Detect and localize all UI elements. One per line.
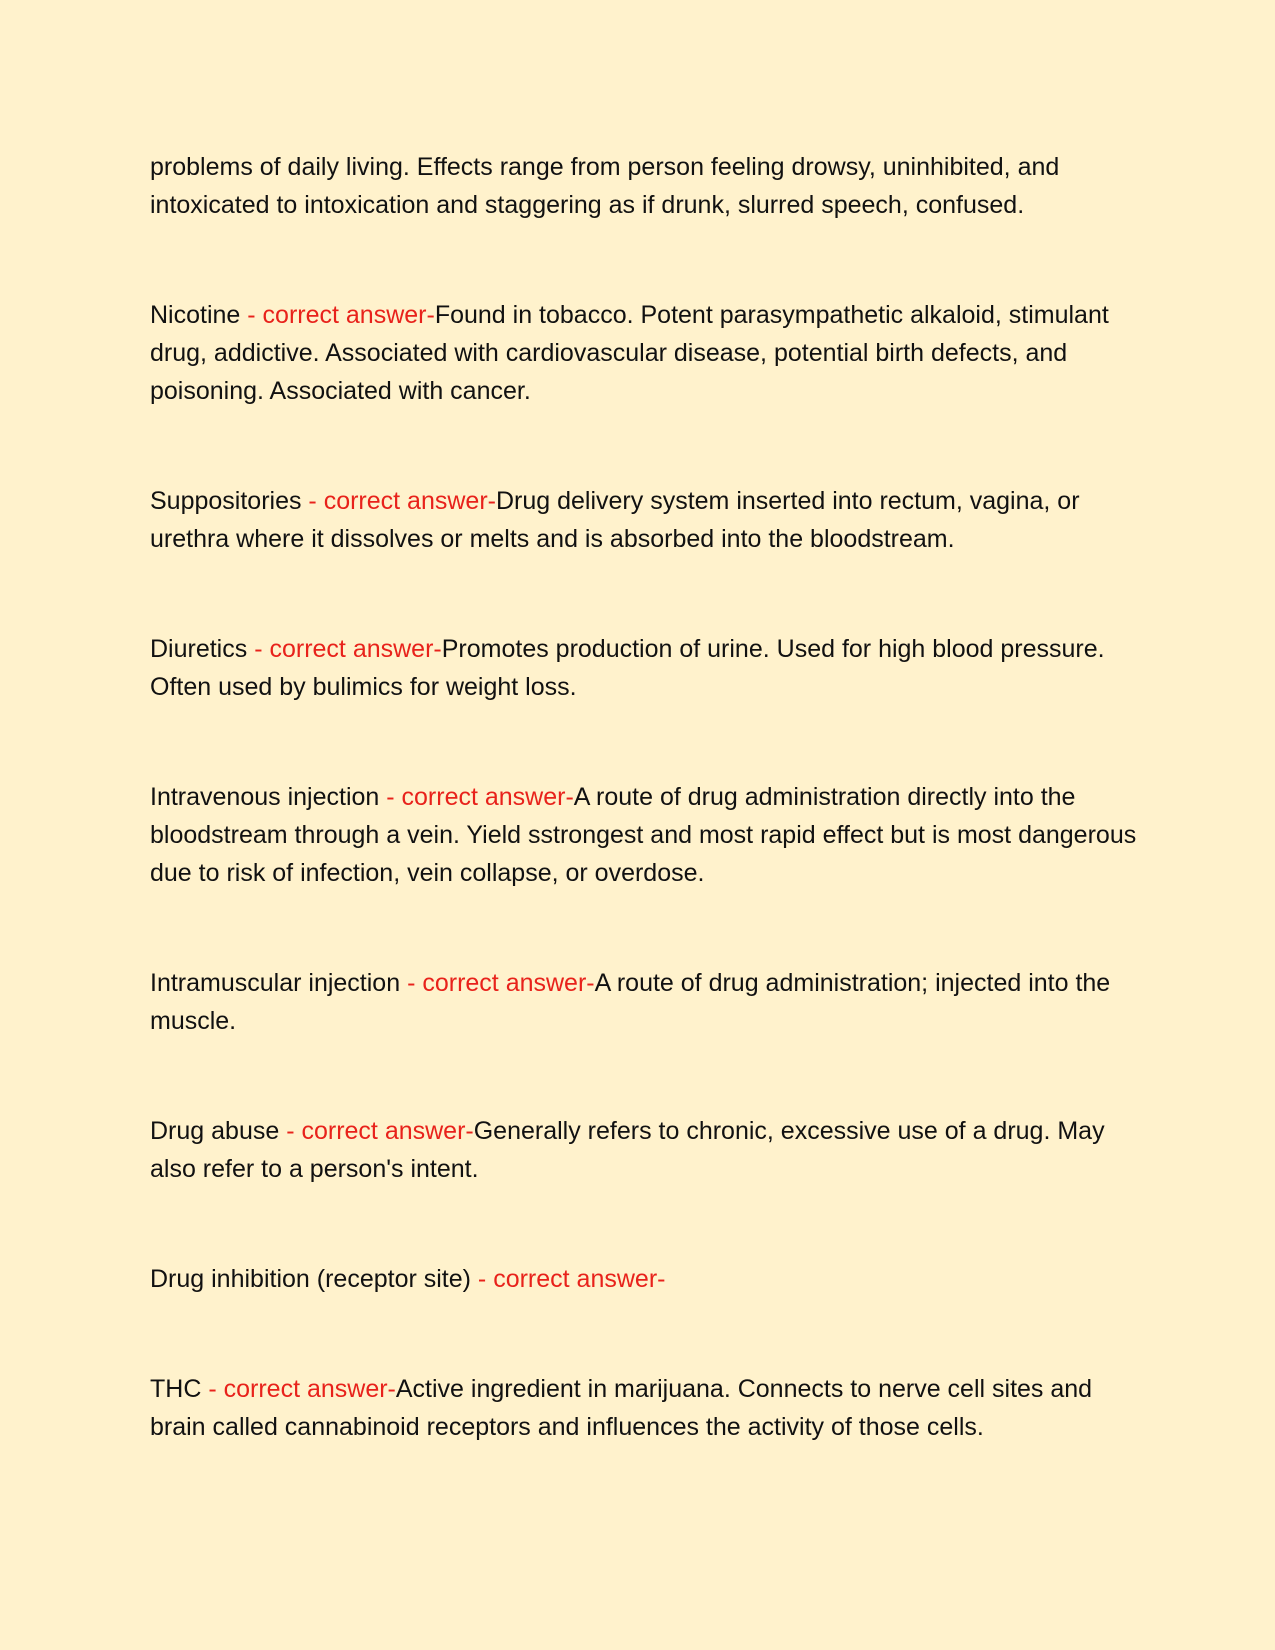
definition-text: A route of drug administration; injected into the muscle. (150, 969, 1111, 1035)
correct-answer-marker: - correct answer- (379, 783, 574, 811)
correct-answer-marker: - correct answer- (279, 1117, 474, 1145)
definition-text: Drug delivery system inserted into rectum, vagina, or urethra where it dissolves or melts and is absorbed into the bloodstream. (150, 487, 1080, 553)
flashcard-entry-drug-inhibition (150, 1260, 1150, 1298)
definition-text: Active ingredient in marijuana. Connects to nerve cell sites and brain called cannabinoid receptors and influences the activity of those cells. (150, 1375, 1093, 1441)
flashcard-entry-nicotine (150, 296, 1150, 410)
correct-answer-marker: - correct answer- (240, 301, 435, 329)
definition-text: A route of drug administration directly into the bloodstream through a vein. Yield sstrongest and most rapid effect but is most dangerous due to risk of infection, vein collapse, or overdose. (150, 783, 1137, 887)
term-label: Intravenous injection (150, 783, 380, 811)
flashcard-entry-intravenous-injection (150, 778, 1150, 892)
term-label: Suppositories (150, 487, 302, 515)
flashcard-entry-drug-abuse (150, 1112, 1150, 1188)
flashcard-entry-thc (150, 1370, 1150, 1446)
correct-answer-marker: - correct answer- (400, 969, 595, 997)
flashcard-entry-suppositories (150, 482, 1150, 558)
continuation-paragraph (150, 148, 1150, 224)
term-label: Diuretics (150, 635, 248, 663)
correct-answer-marker: - correct answer- (201, 1375, 396, 1403)
definition-text: Generally refers to chronic, excessive use of a drug. May also refer to a person's intent. (150, 1117, 1105, 1183)
term-label: Intramuscular injection (150, 969, 401, 997)
definition-text: Promotes production of urine. Used for high blood pressure. Often used by bulimics for weight loss. (150, 635, 1105, 701)
flashcard-entry-diuretics (150, 630, 1150, 706)
definition-text: Found in tobacco. Potent parasympathetic alkaloid, stimulant drug, addictive. Associated with cardiovascular disease, potential birth defects, and poisoning. Associated with cancer. (150, 301, 1109, 405)
correct-answer-marker: - correct answer- (301, 487, 496, 515)
term-label: Drug inhibition (receptor site) (150, 1265, 471, 1293)
term-label: THC (150, 1375, 202, 1403)
document-page (150, 148, 1150, 1446)
flashcard-entry-intramuscular-injection (150, 964, 1150, 1040)
term-label: Drug abuse (150, 1117, 280, 1145)
correct-answer-marker: - correct answer- (247, 635, 442, 663)
continuation-text: problems of daily living. Effects range from person feeling drowsy, uninhibited, and intoxicated to intoxication and staggering as if drunk, slurred speech, confused. (150, 153, 1060, 219)
correct-answer-marker: - correct answer- (470, 1265, 666, 1293)
term-label: Nicotine (150, 301, 241, 329)
